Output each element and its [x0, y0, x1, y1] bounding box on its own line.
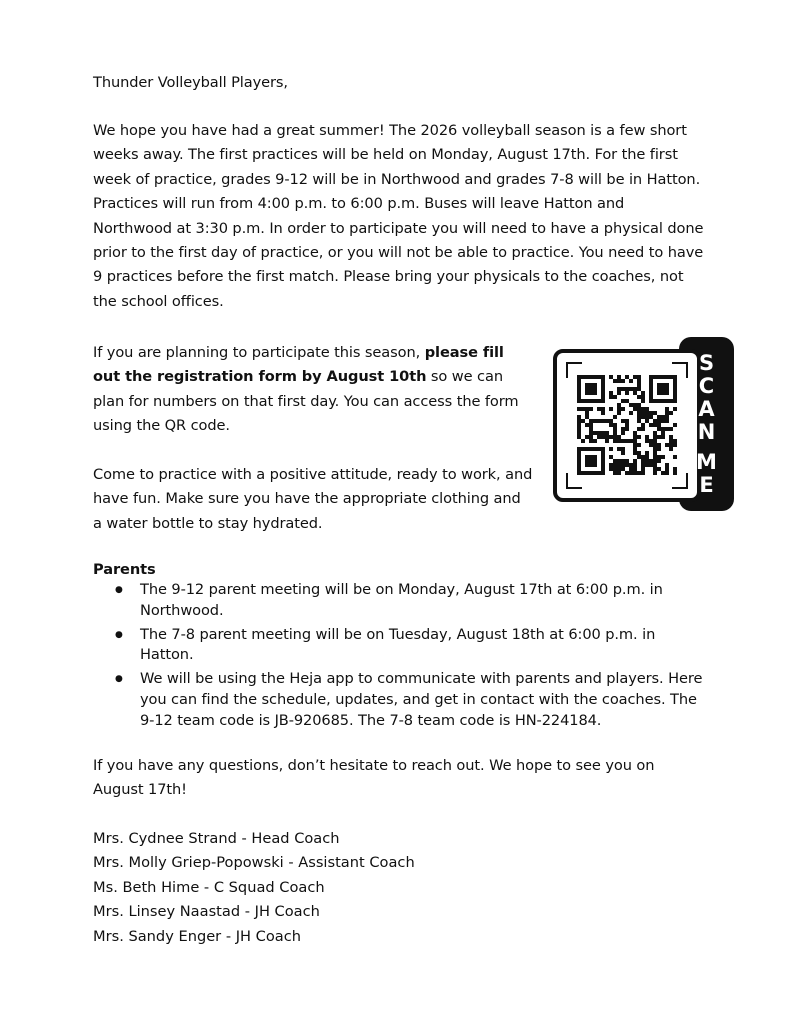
- parents-list: [93, 580, 703, 732]
- registration-text-after: so we can plan for numbers on that first day. You can access the form using the QR code.: [93, 368, 519, 435]
- scan-letter-m: M: [696, 450, 717, 474]
- list-item: ● The 7-8 parent meeting will be on Tuesday, August 18th at 6:00 p.m. in Hatton.: [93, 625, 703, 667]
- signature-assistant-coach: Mrs. Molly Griep-Popowski - Assistant Coach: [93, 854, 415, 871]
- parents-heading: Parents: [93, 561, 156, 578]
- signature-jh-coach-1: Mrs. Linsey Naastad - JH Coach: [93, 903, 320, 920]
- scan-letter-n: N: [697, 420, 716, 444]
- closing-paragraph: If you have any questions, don’t hesitate to reach out. We hope to see you on August 17th!: [93, 757, 655, 799]
- registration-paragraph: [93, 341, 533, 439]
- list-item: ● The 9-12 parent meeting will be on Monday, August 17th at 6:00 p.m. in Northwood.: [93, 580, 703, 622]
- signature-head-coach: Mrs. Cydnee Strand - Head Coach: [93, 830, 340, 847]
- scan-letter-a: A: [698, 397, 715, 421]
- qr-code-block: [553, 337, 734, 511]
- intro-paragraph: We hope you have had a great summer! The 2026 volleyball season is a few short weeks away. The first practices will be held on Monday, August 17th. For the first week of practice, grades 9-12 will be in Northwood and grades 7-8 will be in Hatton. Practices will run from 4:00 p.m. to 6:00 p.m. Buses will leave Hatton and Northwood at 3:30 p.m. In order to participate you will need to have a physical done prior to the first day of practice, or you will not be able to practice. You need to have 9 practices before the first match. Please bring your physicals to the coaches, not the school offices.: [93, 122, 704, 310]
- scan-letter-c: C: [698, 374, 715, 398]
- qr-code-image[interactable]: [577, 375, 677, 475]
- practice-paragraph: Come to practice with a positive attitude, ready to work, and have fun. Make sure you have the appropriate clothing and a water bottle to stay hydrated.: [93, 466, 533, 532]
- scan-letter-s: S: [698, 351, 715, 375]
- corner-bracket: [566, 473, 582, 489]
- signature-jh-coach-2: Mrs. Sandy Enger - JH Coach: [93, 928, 301, 945]
- scan-letter-e: E: [699, 473, 714, 497]
- registration-deadline-bold: please fill out the registration form by August 10th: [93, 344, 504, 386]
- signature-c-squad-coach: Ms. Beth Hime - C Squad Coach: [93, 879, 325, 896]
- registration-text-before: If you are planning to participate this season,: [93, 344, 425, 361]
- list-item: ● We will be using the Heja app to communicate with parents and players. Here you can find the schedule, updates, and get in contact with the coaches. The 9-12 team code is JB-920685. The 7-8 team code is HN-224184.: [93, 669, 703, 731]
- greeting: Thunder Volleyball Players,: [93, 74, 288, 91]
